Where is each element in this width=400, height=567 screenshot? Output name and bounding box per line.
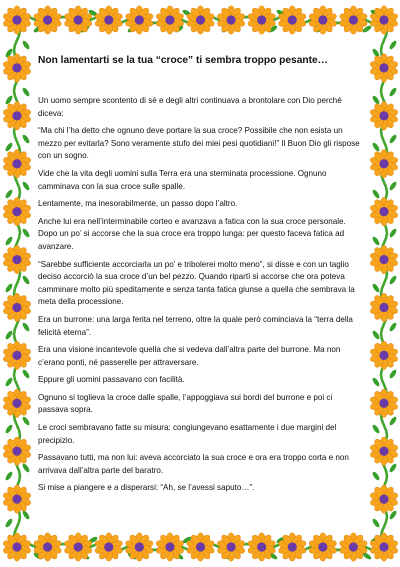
document-body (38, 55, 364, 500)
flower-icon (278, 533, 307, 561)
flower-icon (369, 485, 398, 513)
paragraph: Era un burrone: una larga ferita nel terreno, oltre la quale però cominciava la “terra della felicità eterna”. (38, 314, 353, 337)
leaf-icon (388, 275, 397, 286)
leaf-icon (371, 424, 380, 435)
paragraph: Lentamente, ma inesorabilmente, un passo dopo l’altro. (38, 199, 238, 209)
flower-icon (369, 197, 398, 225)
leaf-icon (388, 87, 397, 98)
paragraph: “Sarebbe sufficiente accorciarla un po’ e tribolerei molto meno”, si disse e con un taglio deciso accorciò la sua croce d’un bel pezzo. Quando ripartì si accorse che ora poteva camminare molto più speditamente e senza tanta fatica giunse a quella che sembrava la meta della processione. (38, 259, 355, 307)
leaf-icon (388, 510, 397, 521)
flower-icon (2, 102, 31, 130)
leaf-icon (388, 463, 397, 474)
flower-icon (216, 6, 245, 34)
leaf-icon (4, 377, 13, 388)
leaf-icon (4, 518, 13, 529)
leaf-icon (388, 416, 397, 427)
paragraph: Eppure gli uomini passavano con facilità. (38, 375, 185, 385)
flower-icon (369, 341, 398, 369)
vine-stem (14, 20, 20, 547)
leaf-icon (371, 142, 380, 153)
flower-icon (278, 6, 307, 34)
leaf-icon (4, 142, 13, 153)
leaf-icon (21, 510, 30, 521)
leaf-icon (371, 518, 380, 529)
flower-icon (308, 533, 337, 561)
flower-icon (369, 389, 398, 417)
leaf-icon (21, 369, 30, 380)
flower-icon (64, 6, 93, 34)
flower-icon (369, 150, 398, 178)
flower-icon (2, 6, 31, 34)
leaf-icon (21, 134, 30, 145)
page-title: Non lamentarti se la tua “croce” ti sembra troppo pesante… (38, 55, 328, 66)
leaf-icon (21, 40, 30, 51)
flower-icon (2, 389, 31, 417)
leaf-icon (371, 95, 380, 106)
leaf-icon (388, 369, 397, 380)
leaf-icon (388, 322, 397, 333)
leaf-icon (21, 181, 30, 192)
flower-icon (369, 6, 398, 34)
leaf-icon (371, 283, 380, 294)
flower-icon (186, 6, 215, 34)
flower-icon (2, 533, 31, 561)
flower-icon (369, 293, 398, 321)
paragraph-list (38, 95, 364, 495)
flower-icon (308, 6, 337, 34)
leaf-icon (388, 40, 397, 51)
flower-icon (125, 533, 154, 561)
paragraph: Un uomo sempre scontento di sé e degli altri continuava a brontolare con Dio perché diceva: (38, 96, 342, 118)
leaf-icon (371, 377, 380, 388)
leaf-icon (4, 471, 13, 482)
paragraph: “Ma chi l’ha detto che ognuno deve portare la sua croce? Possibile che non esista un mezzo per evitarla? Sono veramente stufo dei miei pesi quotidiani!” Il Buon Dio gli rispose con un sogno. (38, 126, 360, 161)
leaf-icon (4, 283, 13, 294)
leaf-icon (21, 322, 30, 333)
flower-icon (2, 437, 31, 465)
paragraph: Ognuno si toglieva la croce dalle spalle, l’appoggiava sui bordi del burrone e poi ci passava sopra. (38, 392, 333, 415)
flower-icon (94, 6, 123, 34)
leaf-icon (371, 330, 380, 341)
flower-icon (369, 437, 398, 465)
flower-icon (2, 150, 31, 178)
leaf-icon (21, 228, 30, 239)
paragraph: Si mise a piangere e a disperarsi: “Ah, se l’avessi saputo…”. (38, 483, 255, 493)
flower-icon (2, 293, 31, 321)
leaf-icon (388, 228, 397, 239)
flower-icon (339, 533, 368, 561)
flower-icon (94, 533, 123, 561)
paragraph: Era una visione incantevole quella che si vedeva dall’altra parte del burrone. Ma non c’erano ponti, né passerelle per attraversare. (38, 345, 341, 367)
flower-icon (2, 245, 31, 273)
flower-icon (369, 245, 398, 273)
leaf-icon (371, 471, 380, 482)
leaf-icon (4, 424, 13, 435)
leaf-icon (21, 416, 30, 427)
flower-icon (369, 54, 398, 82)
paragraph: Anche lui era nell’interminabile corteo e avanzava a fatica con la sua croce personale. Dopo un po’ si accorse che la sua croce era troppo lunga: per questo faceva fatica ad avanzare. (38, 216, 346, 251)
leaf-icon (371, 189, 380, 200)
vine-stem (381, 20, 387, 547)
leaf-icon (4, 236, 13, 247)
flower-icon (2, 54, 31, 82)
flower-icon (369, 102, 398, 130)
paragraph: Vide che la vita degli uomini sulla Terra era una sterminata processione. Ognuno camminava con la sua croce sulle spalle. (38, 168, 327, 191)
paragraph: Le croci sembravano fatte su misura: congiungevano esattamente i due margini del precipizio. (38, 423, 337, 445)
flower-icon (369, 533, 398, 561)
leaf-icon (21, 87, 30, 98)
leaf-icon (21, 275, 30, 286)
flower-icon (216, 533, 245, 561)
flower-icon (2, 485, 31, 513)
leaf-icon (371, 236, 380, 247)
flower-icon (2, 197, 31, 225)
leaf-icon (388, 134, 397, 145)
leaf-icon (4, 95, 13, 106)
leaf-icon (4, 189, 13, 200)
leaf-icon (4, 330, 13, 341)
leaf-icon (21, 463, 30, 474)
paragraph: Passavano tutti, ma non lui: aveva accorciato la sua croce e ora era troppo corta e non arrivava dall’altra parte del baratro. (38, 453, 349, 475)
flower-icon (2, 341, 31, 369)
leaf-icon (388, 181, 397, 192)
